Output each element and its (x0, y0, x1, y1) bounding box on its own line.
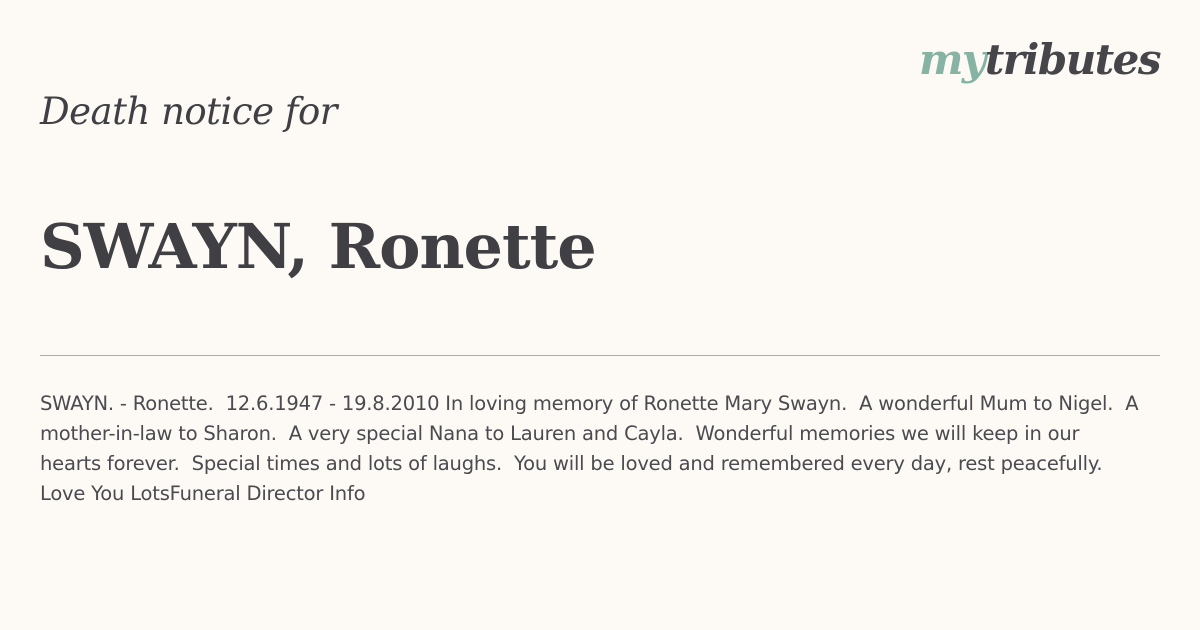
logo-suffix: tributes (984, 35, 1160, 84)
page-title: SWAYN, Ronette (40, 210, 596, 283)
mytributes-logo (919, 30, 1160, 90)
page-kicker: Death notice for (40, 90, 337, 133)
logo-prefix: my (918, 35, 985, 84)
notice-body: SWAYN. - Ronette. 12.6.1947 - 19.8.2010 In loving memory of Ronette Mary Swayn. A wonderful Mum to Nigel. A mother-in-law to Sharon. A very special Nana to Lauren and Cayla. Wonderful memories we will keep in our hearts forever. Special times and lots of laughs. You will be loved and remembered every day, rest peacefully. Love You LotsFuneral Director Info (40, 392, 1145, 505)
divider (40, 355, 1160, 356)
